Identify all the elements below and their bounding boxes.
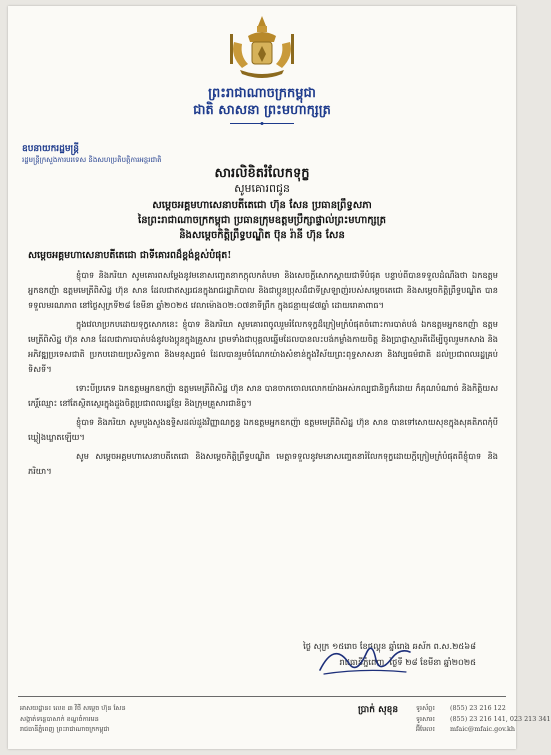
- handwritten-signature-icon: [314, 632, 414, 680]
- phone-row: [416, 703, 551, 714]
- address-line: រាជធានីភ្នំពេញ ព្រះរាជាណាចក្រកម្ពុជា: [20, 725, 110, 733]
- lunar-date: ថ្ងៃ សុក្រ ១៥រោច ខែផល្គុន ឆ្នាំរោង ឆស័ក ព.ស.២៥៦៨: [303, 641, 476, 651]
- fax-value: (855) 23 216 141, 023 213 341: [450, 714, 551, 723]
- addressee-line: និងសម្តេចកិត្តិព្រឹទ្ធបណ្ឌិត ប៊ុន រ៉ានី ហ៊ុន សែន: [179, 230, 345, 241]
- signer-name: ប្រាក់ សុខុន: [358, 705, 399, 715]
- addressee-line: សម្តេចអគ្គមហាសេនាបតីតេជោ ហ៊ុន សែន ប្រធានព្រឹទ្ធសភា: [152, 200, 372, 211]
- royal-coat-of-arms-icon: [226, 12, 298, 80]
- salutation: សម្តេចអគ្គមហាសេនាបតីតេជោ ជាទីគោរពដ៏ខ្ពង់ខ្ពស់បំផុត!: [28, 250, 232, 261]
- address-line: សង្កាត់ទន្លេបាសាក់ ខណ្ឌចំការមន: [20, 714, 99, 723]
- address-line: អាសយដ្ឋាន៖ លេខ ៣ វិថី សម្តេច ហ៊ុន សែន: [20, 704, 126, 712]
- motto-ornament-icon: [230, 122, 294, 125]
- phone-value: (855) 23 216 122: [450, 704, 506, 712]
- email-row: [416, 724, 551, 735]
- fax-row: [416, 714, 551, 725]
- kingdom-title: ព្រះរាជាណាចក្រកម្ពុជា: [208, 86, 316, 101]
- letter-body: [28, 268, 498, 483]
- body-paragraph: ខ្ញុំបាទ និងភរិយា សូមបួងសួងឧទ្ទិសដល់ដួងវិញ្ញាណក្ខន្ធ ឯកឧត្តមអ្នកឧកញ៉ា ឧត្តមមេត្រីពិសិដ្ឋ ហ៊ុន សាន បានទៅសោយសុខក្នុងសុគតិភពកុំបីឃ្លៀងឃ្លាតឡើយ។: [28, 417, 498, 442]
- email-label: អ៊ីមែល៖: [416, 725, 436, 733]
- solar-date: រាជធានីភ្នំពេញ, ថ្ងៃទី ២៨ ខែមីនា ឆ្នាំ២០២៥: [339, 657, 476, 667]
- body-paragraph: ទោះបីប្រភេទ ឯកឧត្តមអ្នកឧកញ៉ា ឧត្តមមេត្រីពិសិដ្ឋ ហ៊ុន សាន បានចាកចោលលោកយ៉ាងអស់កល្បជានិច្ចក៏ដោយ ក៏គុណបំណាច់ និងកិត្តិយសកេរ្តិ៍ឈ្មោះ នៅតែស្ថិតស្ថេរក្នុងដួងចិត្តប្រជាពលរដ្ឋខ្មែរ និងក្រុមគ្រួសារជានិច្ច។: [28, 383, 498, 408]
- national-motto: ជាតិ សាសនា ព្រះមហាក្សត្រ: [193, 103, 331, 118]
- phone-label: ទូរស័ព្ទ៖: [416, 704, 436, 712]
- body-paragraph: ខ្ញុំបាទ និងភរិយា សូមគោរពសម្តែងនូវមនោសញ្ចេតនាកក្កុលកតំបមា និងសេចក្តីសោកស្តាយជាទីបំផុត បន្ទាប់ពីបានទទួលដំណឹងថា ឯកឧត្តមអ្នកឧកញ៉ា ឧត្តមមេត្រីពិសិដ្ឋ ហ៊ុន សាន ដែលជាឥស្សរជនក្នុងរាជរដ្ឋាភិបាល និងជាប្អូនប្រុសដ៏ជាទីស្រឡាញ់របស់សម្តេចតេជោ និងសម្តេចកិត្តិព្រឹទ្ធបណ្ឌិត បានទទួលមរណភាព នៅថ្ងៃសុក្រទី២៨ ខែមីនា ឆ្នាំ២០២៥ វេលាម៉ោង០២:០៧នាទីព្រឹក ក្នុងជន្មាយុ៨៧ឆ្នាំ ដោយរោគាពាធ។: [28, 270, 498, 310]
- office-subtitle: រដ្ឋមន្ត្រីក្រសួងការបរទេស និងសហប្រតិបត្តិការអន្តរជាតិ: [22, 156, 162, 164]
- footer-contacts: [416, 703, 551, 735]
- addressee-line: នៃព្រះរាជាណាចក្រកម្ពុជា ប្រធានក្រុមឧត្តមប្រឹក្សាផ្ទាល់ព្រះមហាក្សត្រ: [138, 215, 386, 226]
- body-paragraph: ក្នុងវេលាប្រកបដោយទុក្ខសោកនេះ ខ្ញុំបាទ និងភរិយា សូមគោរពចូលរួមរំលែកទុក្ខដ៏ក្រៀមក្រំបំផុតចំពោះការបាត់បង់ ឯកឧត្តមអ្នកឧកញ៉ា ឧត្តមមេត្រីពិសិដ្ឋ ហ៊ុន សាន ដែលជាការបាត់បង់នូវបងប្អូនក្នុងគ្រួសារ ព្រមទាំងជាបុគ្គលឆ្នើមដែលបានលះបង់កម្លាំងកាយចិត្ត និងប្រាជ្ញាស្មារតីដើម្បីចូលរួមកសាង និងអភិវឌ្ឍប្រទេសជាតិ ប្រកបដោយប្រសិទ្ធភាព និងមនុស្សធម៌ ដែលបានរួមចំណែកយ៉ាងសំខាន់ក្នុងវិស័យព្រះពុទ្ធសាសនា និងវប្បធម៌ជាតិ ដល់ប្រជាពលរដ្ឋគ្រប់ទិសទី។: [28, 319, 498, 374]
- letter-page: [8, 6, 551, 749]
- greeting-line: សូមគោរពជូន: [234, 182, 290, 195]
- email-link[interactable]: mfaic@mfaic.gov.kh: [450, 725, 515, 733]
- letter-title: សារលិខិតរំលែកទុក្ខ: [214, 166, 310, 181]
- footer-divider: [18, 696, 506, 697]
- footer-address: [20, 703, 126, 735]
- fax-label: ទូរសារ៖: [416, 714, 436, 723]
- body-paragraph: សូម សម្តេចអគ្គមហាសេនាបតីតេជោ និងសម្តេចកិត្តិព្រឹទ្ធបណ្ឌិត មេត្តាទទួលនូវមនោសញ្ចេតនារំលែកទុក្ខដោយក្តីក្រៀមក្រំបំផុតពីខ្ញុំបាទ និង ភរិយា។: [28, 451, 498, 476]
- office-title: ឧបនាយករដ្ឋមន្ត្រី: [22, 144, 79, 154]
